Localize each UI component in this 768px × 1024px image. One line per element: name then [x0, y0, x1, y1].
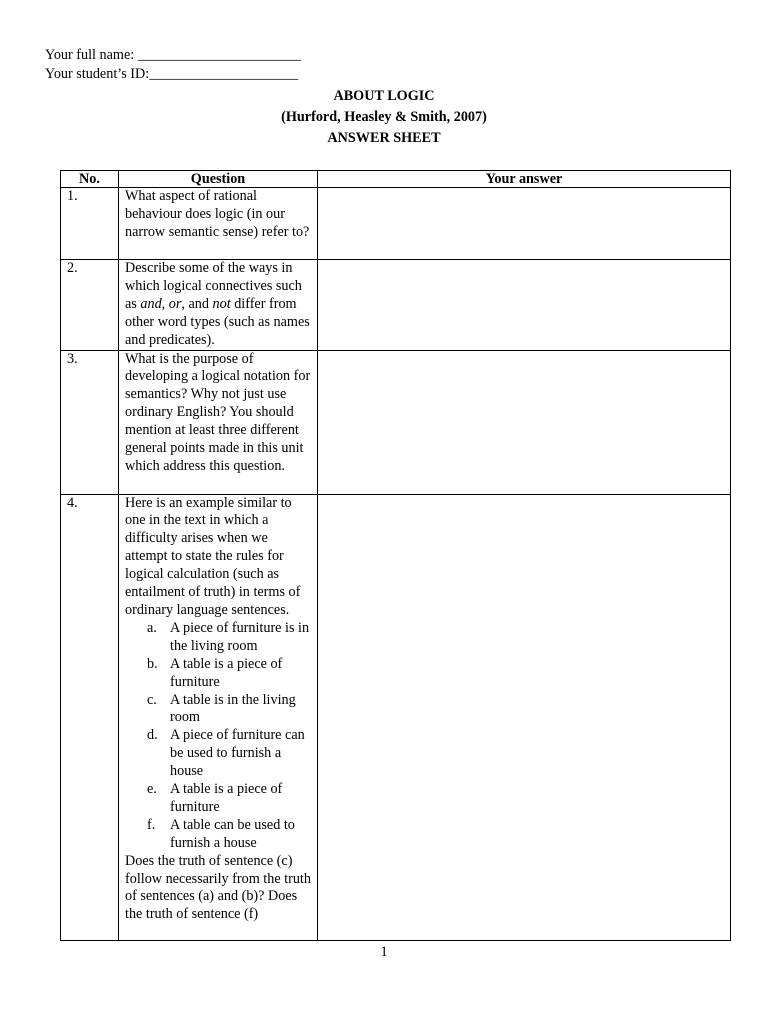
list-item: [125, 727, 313, 781]
answer-cell[interactable]: [318, 188, 731, 260]
table-row: [61, 494, 731, 940]
question-text-part: differ from other word types (such as names and predicates).: [125, 295, 310, 348]
list-item: [125, 656, 313, 692]
question-text: What aspect of rational behaviour does logic (in our narrow semantic sense) refer to?: [119, 188, 318, 260]
list-item-text: A table is in the living room: [170, 691, 296, 726]
student-id-field: Your student’s ID:_____________________: [45, 66, 299, 82]
list-item: [125, 620, 313, 656]
full-name-field: Your full name: _______________________: [45, 47, 301, 63]
list-marker: a.: [147, 619, 157, 636]
list-item-text: A piece of furniture is in the living room: [170, 619, 310, 654]
table-row: [61, 350, 731, 494]
list-marker: e.: [147, 781, 157, 798]
list-marker: b.: [147, 655, 158, 672]
question-text-part: ,: [161, 295, 169, 312]
list-marker: d.: [147, 727, 158, 744]
list-marker: c.: [147, 691, 157, 708]
question-text: What is the purpose of developing a logical notation for semantics? Why not just use ordinary English? You should mention at least three different general points made in this unit which address this question.: [119, 350, 318, 494]
list-marker: f.: [147, 816, 156, 833]
table-row: [61, 260, 731, 351]
question-text-part: , and: [181, 295, 213, 312]
list-item: [125, 817, 313, 853]
sentence-list: [125, 620, 313, 853]
list-item-text: A piece of furniture can be used to furnish a house: [170, 727, 305, 780]
list-item-text: A table is a piece of furniture: [170, 781, 283, 815]
answer-table: [60, 170, 731, 941]
question-text: [119, 260, 318, 351]
italic-term: not: [212, 295, 231, 312]
row-number: 3.: [61, 350, 119, 494]
page-number: 1: [380, 944, 388, 960]
page-subtitle: ANSWER SHEET: [327, 130, 441, 146]
row-number: 1.: [61, 188, 119, 260]
question-text: [119, 494, 318, 940]
question-intro: Here is an example similar to one in the text in which a difficulty arises when we attempt to state the rules for logical calculation (such as entailment of truth) in terms of ordinary language sentences.: [125, 494, 301, 618]
answer-cell[interactable]: [318, 494, 731, 940]
answer-cell[interactable]: [318, 350, 731, 494]
citation: (Hurford, Heasley & Smith, 2007): [281, 109, 487, 125]
italic-term: or: [168, 295, 182, 312]
table-row: [61, 188, 731, 260]
page-title: ABOUT LOGIC: [333, 88, 435, 104]
answer-cell[interactable]: [318, 260, 731, 351]
column-header-question: Question: [119, 171, 318, 188]
column-header-no: No.: [61, 171, 119, 188]
question-text-part: Describe some of the ways in which logical connectives such as: [125, 260, 302, 312]
list-item: [125, 692, 313, 728]
list-item: [125, 781, 313, 817]
list-item-text: A table can be used to furnish a house: [170, 816, 295, 851]
table-header-row: [61, 171, 731, 188]
list-item-text: A table is a piece of furniture: [170, 655, 283, 690]
row-number: 4.: [61, 494, 119, 940]
question-outro: Does the truth of sentence (c) follow necessarily from the truth of sentences (a) and (b)? Does the truth of sentence (f): [125, 852, 311, 923]
row-number: 2.: [61, 260, 119, 351]
italic-term: and: [140, 295, 162, 312]
column-header-answer: Your answer: [318, 171, 731, 188]
